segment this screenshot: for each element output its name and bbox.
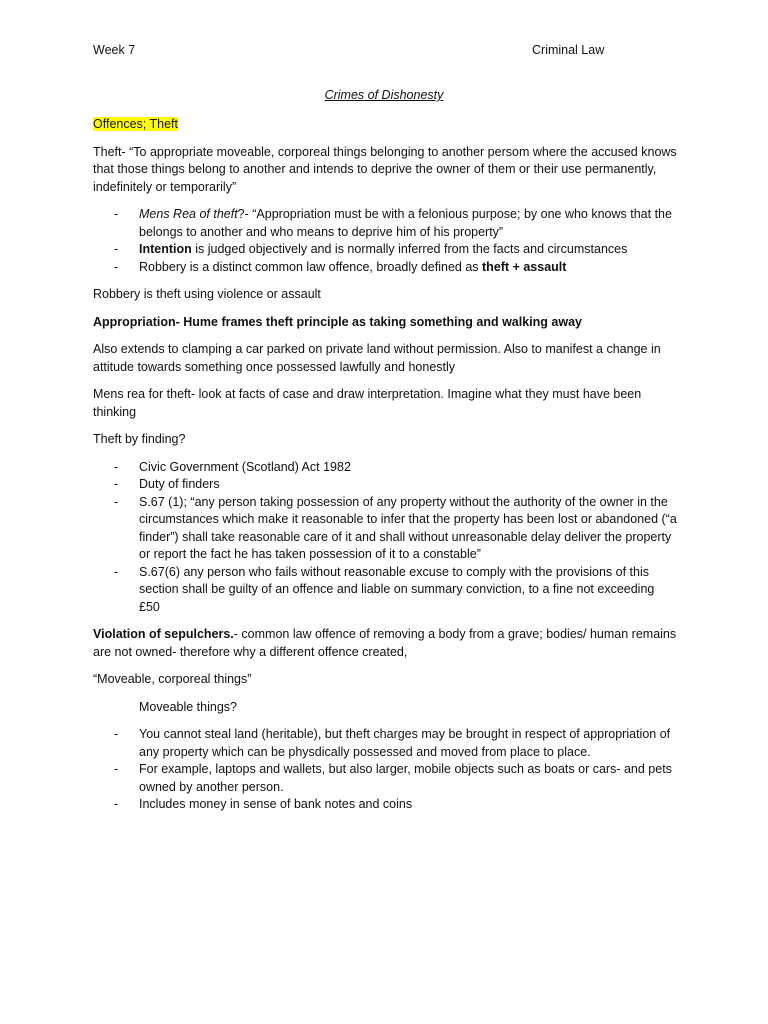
violation-label: Violation of sepulchers. <box>93 627 234 641</box>
dash-marker: - <box>114 207 119 221</box>
header-week: Week 7 <box>93 43 136 57</box>
list-item <box>93 494 677 564</box>
moveable-list <box>93 726 677 814</box>
list-item <box>93 796 677 814</box>
robbery-text: Robbery is a distinct common law offence, broadly defined as <box>139 259 483 274</box>
finding-list <box>93 459 677 617</box>
dash-marker: - <box>114 242 119 256</box>
theft-points-list <box>93 206 677 276</box>
list-item-text: Civic Government (Scotland) Act 1982 <box>139 459 351 474</box>
list-item <box>93 761 677 796</box>
dash-marker: - <box>114 797 119 811</box>
list-item <box>93 564 677 617</box>
dash-marker: - <box>114 564 119 579</box>
appropriation-heading: Appropriation- Hume frames theft principle as taking something and walking away <box>93 314 582 329</box>
list-item-text: Includes money in sense of bank notes and coins <box>139 797 413 811</box>
document-title: Crimes of Dishonesty <box>324 88 444 102</box>
mens-rea-text: ?- “Appropriation must be with a felonious purpose; by one who knows that the belongs to another and who means to deprive him of his property” <box>139 207 672 239</box>
theft-definition: Theft- “To appropriate moveable, corporeal things belonging to another persom where the accused knows that those things belong to another and intends to deprive the owner of them or their use permanently, indefinitely or temporarily” <box>93 144 677 194</box>
list-item <box>93 259 677 277</box>
intention-text: is judged objectively and is normally inferred from the facts and circumstances <box>191 242 628 256</box>
list-item-text: You cannot steal land (heritable), but theft charges may be brought in respect of appropriation of any property which can be physdically possessed and moved from place to place. <box>139 727 671 759</box>
appropriation-text: Also extends to clamping a car parked on private land without permission. Also to manifest a change in attitude towards something once possessed lawfully and honestly <box>93 342 661 374</box>
dash-marker: - <box>114 494 119 509</box>
mens-rea-paragraph: Mens rea for theft- look at facts of case and draw interpretation. Imagine what they must have been thinking <box>93 387 642 419</box>
header-subject: Criminal Law <box>532 43 605 57</box>
document-body <box>93 116 677 824</box>
list-item <box>93 726 677 761</box>
dash-marker: - <box>114 459 119 474</box>
moveable-quote: “Moveable, corporeal things” <box>93 672 252 686</box>
list-item <box>93 241 677 259</box>
list-item-text: For example, laptops and wallets, but also larger, mobile objects such as boats or cars- and pets owned by another person. <box>139 762 672 794</box>
list-item-text: S.67(6) any person who fails without reasonable excuse to comply with the provisions of this section shall be guilty of an offence and liable on summary conviction, to a fine not exceeding £50 <box>139 564 655 614</box>
dash-marker: - <box>114 259 119 274</box>
list-item-text: S.67 (1); “any person taking possession of any property without the authority of the owner in the circumstances which make it reasonable to infer that the property has been lost or abandoned (“a finder”) shall take reasonable care of it and shall without unreasonable delay deliver the property or report the fact he has taken possession of it to a constable” <box>139 494 677 561</box>
theft-by-finding: Theft by finding? <box>93 432 186 446</box>
list-item <box>93 459 677 477</box>
moveable-question: Moveable things? <box>139 699 237 714</box>
highlighted-heading: Offences; Theft <box>93 117 179 131</box>
violation-text: - common law offence of removing a body from a grave; bodies/ human remains are not owned- therefore why a different offence created, <box>93 627 677 659</box>
dash-marker: - <box>114 477 119 491</box>
list-item-text: Duty of finders <box>139 477 220 491</box>
mens-rea-label: Mens Rea of theft <box>139 207 238 221</box>
intention-label: Intention <box>139 242 192 256</box>
list-item <box>93 206 677 241</box>
section-heading <box>93 116 677 134</box>
robbery-bold: theft + assault <box>482 259 567 274</box>
dash-marker: - <box>114 727 119 741</box>
violation-paragraph <box>93 626 677 661</box>
dash-marker: - <box>114 762 119 776</box>
robbery-line: Robbery is theft using violence or assault <box>93 287 321 301</box>
list-item <box>93 476 677 494</box>
